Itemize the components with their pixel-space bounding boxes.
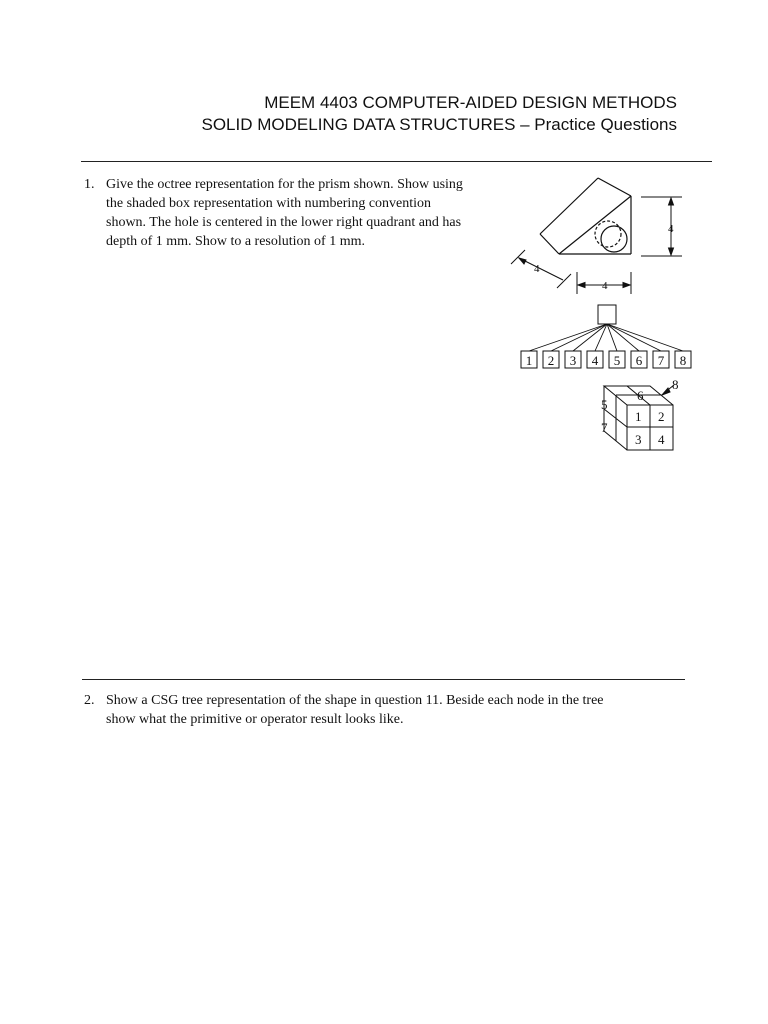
octant-label-1: 1 xyxy=(635,409,642,424)
question-2-text: Show a CSG tree representation of the shape in question 11. Beside each node in the tree show what the primitive or operator result looks like. xyxy=(106,693,604,727)
question-2-number: 2. xyxy=(84,693,95,708)
depth-arrow-left xyxy=(519,258,526,264)
tree-branch-2 xyxy=(551,324,607,351)
octant-label-2: 2 xyxy=(658,409,665,424)
octant-label-8: 8 xyxy=(672,377,679,392)
height-arrow-down xyxy=(669,248,674,255)
octree-root-node xyxy=(598,305,616,324)
question-2 xyxy=(84,691,684,729)
octant-label-3: 3 xyxy=(635,432,642,447)
document-header xyxy=(202,92,678,136)
question-1-number: 1. xyxy=(84,177,95,192)
tree-branch-4 xyxy=(595,324,607,351)
hole-back-circle xyxy=(595,221,621,247)
depth-ext-right xyxy=(557,274,571,288)
header-divider xyxy=(81,161,712,162)
course-title: MEEM 4403 COMPUTER-AIDED DESIGN METHODS xyxy=(264,93,677,112)
octant-label-4: 4 xyxy=(658,432,665,447)
tree-child-label-2: 2 xyxy=(547,353,555,368)
tree-branch-1 xyxy=(529,324,607,351)
tree-child-label-6: 6 xyxy=(635,353,643,368)
prism-figure xyxy=(505,170,705,300)
octant-8-pointer-arrow xyxy=(662,388,670,395)
tree-child-label-7: 7 xyxy=(657,353,665,368)
hole-front-circle xyxy=(601,226,627,252)
tree-child-label-3: 3 xyxy=(569,353,577,368)
height-dim-label: 4 xyxy=(668,223,674,235)
tree-branch-8 xyxy=(607,324,683,351)
question-divider xyxy=(82,679,685,680)
depth-dim-label: 4 xyxy=(534,263,540,275)
height-arrow-up xyxy=(669,198,674,205)
octant-label-7: 7 xyxy=(601,420,608,435)
octree-tree-figure xyxy=(515,300,695,372)
octant-label-5: 5 xyxy=(601,397,608,412)
octant-label-6: 6 xyxy=(637,388,644,403)
tree-child-label-1: 1 xyxy=(525,353,533,368)
document-subtitle: SOLID MODELING DATA STRUCTURES – Practice Questions xyxy=(201,115,677,134)
tree-child-label-4: 4 xyxy=(591,353,599,368)
question-1-text: Give the octree representation for the prism shown. Show using the shaded box representation with numbering convention shown. The hole is centered in the lower right quadrant and has depth of 1 mm. Show to a resolution of 1 mm. xyxy=(106,177,463,249)
width-arrow-right xyxy=(623,283,630,288)
width-arrow-left xyxy=(578,283,585,288)
question-1 xyxy=(84,175,504,251)
tree-child-label-5: 5 xyxy=(613,353,621,368)
tree-child-label-8: 8 xyxy=(679,353,687,368)
octant-numbering-cube xyxy=(590,375,690,455)
width-dim-label: 4 xyxy=(602,280,608,292)
prism-sloped-face-front-edge xyxy=(540,178,598,234)
prism-bottom-front-edge xyxy=(540,234,559,254)
prism-top-edge xyxy=(598,178,631,196)
